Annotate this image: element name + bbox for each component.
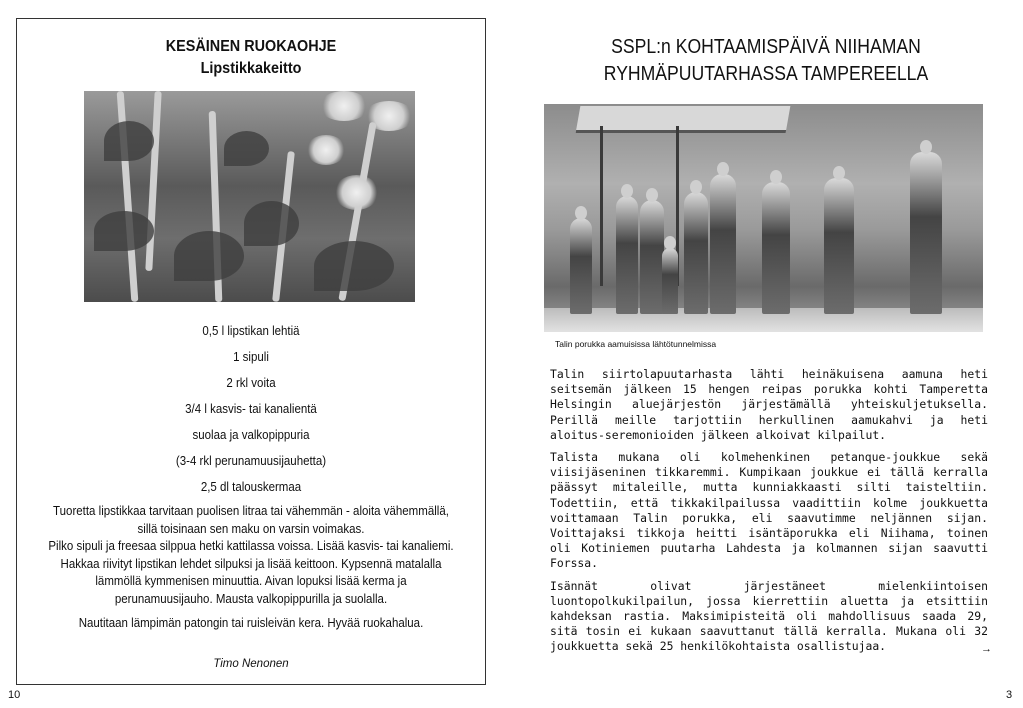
group-photo [544,104,983,332]
ingredient-item: 2,5 dl talouskermaa [200,480,302,494]
ingredient-item: suolaa ja valkopippuria [192,428,310,442]
ingredient-item: 1 sipuli [233,350,269,364]
lovage-plant-photo [84,91,415,302]
article-body [550,367,988,662]
ingredient-item: 0,5 l lipstikan lehtiä [202,324,300,338]
instruction-paragraph: Tuoretta lipstikkaa tarvitaan puolisen litraa tai vähemmän - aloita vähemmällä, sillä toisinaan sen maku on varsin voimakas. [53,504,449,536]
recipe-author: Timo Nenonen [213,658,289,670]
recipe-title [40,36,463,80]
ingredient-item: 2 rkl voita [226,376,276,390]
recipe-instructions [48,503,455,608]
instruction-paragraph: Pilko sipuli ja freesaa silppua hetki kattilassa voissa. Lisää kasvis- tai kanaliemi. Hakkaa riivityt lipstikan lehdet silpuksi ja lisää keittoon. Kypsennä matalalla lämmöllä kymmenisen minuuttia. Aivan lopuksi lisää kerma ja perunamuusijauho. Mausta valkopippurilla ja suolalla. [48,539,454,606]
article-paragraph: Talista mukana oli kolmehenkinen petanque-joukkue sekä viisijäseninen tikkaremmi. Kumpikaan joukkue ei tällä kerralla päässyt mitaleille, mutta kunniakkaasti silti taisteltiin. Todettiin, että tikkakilpailussa vaadittiin kolme joukkuetta voittamaan Talin porukka, eli saavutimme neljännen sijan. Voittajaksi tikkoja heitti isäntäporukka eli Niihama, toinen oli Kotiniemen puutarha Lahdesta ja kolmannen sijan saavutti Forssa. [550,450,988,571]
photo-caption: Talin porukka aamuisissa lähtötunnelmissa [555,339,717,349]
page-number-left: 10 [8,689,21,701]
recipe-subtitle: Lipstikkakeitto [200,60,302,77]
ingredient-item: (3-4 rkl perunamuusijauhetta) [175,454,327,468]
continue-arrow-icon: → [981,643,992,655]
page-number-right: 3 [1006,689,1013,701]
article-title-line: RYHMÄPUUTARHASSA TAMPEREELLA [603,63,929,85]
article-title-line: SSPL:n KOHTAAMISPÄIVÄ NIIHAMAN [611,36,921,58]
recipe-closing: Nautitaan lämpimän patongin tai ruisleivän kera. Hyvää ruokahalua. [78,616,424,630]
article-paragraph: Talin siirtolapuutarhasta lähti heinäkuisena aamuna heti seitsemän jälkeen 15 hengen reipas porukka kohti Tamperetta Helsingin aluejärjestön järjestämällä yhteiskuljetuksella. Perillä meille tarjottiin herkullinen aamukahvi ja heti aloitus-seremonioiden jälkeen alkoivat kilpailut. [550,367,988,442]
ingredient-item: 3/4 l kasvis- tai kanalientä [185,402,317,416]
ingredient-list [16,318,486,500]
recipe-heading: KESÄINEN RUOKAOHJE [165,38,337,55]
article-title [574,34,958,88]
article-paragraph: Isännät olivat järjestäneet mielenkiintoisen luontopolkukilpailun, jossa kierrettiin aluetta ja etsittiin kahdeksan rastia. Maksimipisteitä oli mahdollisuus saada 29, sitä tosin ei kukaan saavuttanut tällä kerralla. Mukana oli 32 joukkuetta sekä 25 henkilökohtaista osallistujaa. [550,578,988,654]
